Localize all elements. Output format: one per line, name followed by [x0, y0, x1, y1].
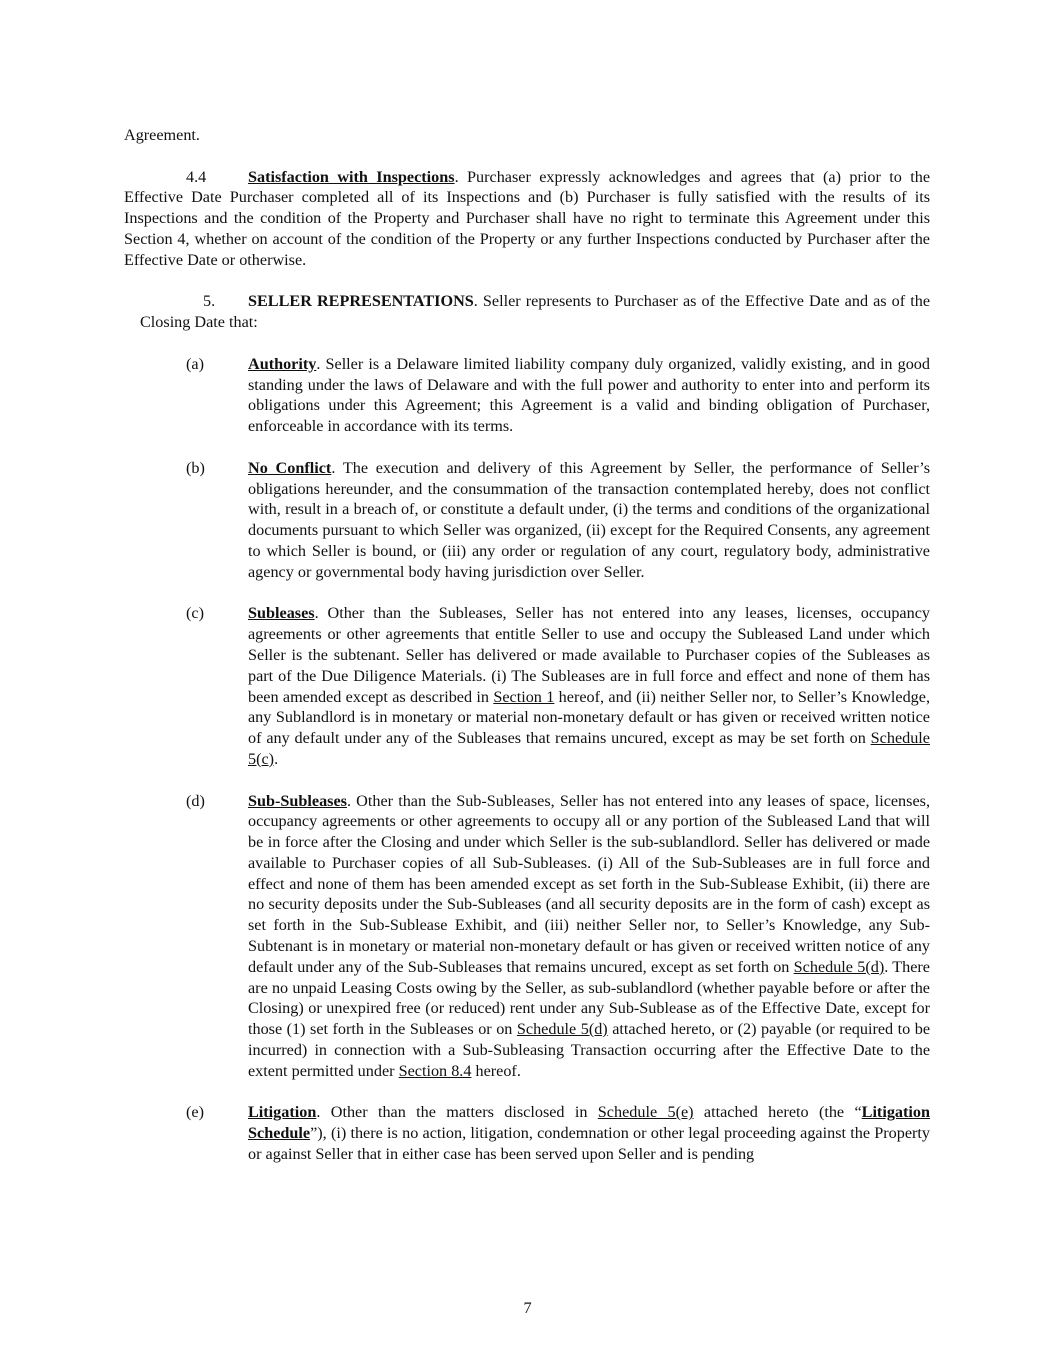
body-text: attached hereto (the “ [693, 1103, 862, 1122]
subsection-label: (c) [186, 604, 204, 623]
body-text: Agreement. [124, 126, 200, 144]
heading-text: Sub-Subleases [248, 791, 347, 810]
subsection-b [124, 458, 930, 583]
body-text: . Other than the Sub-Subleases, Seller has not entered into any leases of space, licenses, occupancy agreements or other agreements to occupy all or any portion of the Subleased Land that will be in force after the Closing and under which Seller is the sub-sublandlord. Seller has delivered or made available to Purchaser copies of all Sub-Subleases. (i) All of the Sub-Subleases are in full force and effect and none of them has been amended except as set forth in the Sub-Sublease Exhibit, (ii) there are no security deposits under the Sub-Subleases (and all security deposits are in the form of cash) except as set forth in the Sub-Sublease Exhibit, and (iii) neither Seller nor, to Seller’s Knowledge, any Sub-Subtenant is in monetary or material non-monetary default or has given or received written notice of any default under any of the Sub-Subleases that remains uncured, except as set forth on [248, 791, 930, 976]
cross-reference: Schedule 5(c) [248, 729, 930, 768]
body-text: . There are no unpaid Leasing Costs owing by the Seller, as sub-sublandlord (whether payable before or after the Closing) or unexpired free (or reduced) rent under any Sub-Sublease as of the Effective Date, except for those (1) set forth in the Subleases or on [248, 957, 930, 1039]
cross-reference: Schedule 5(d) [516, 1020, 608, 1039]
subsection-a [124, 354, 930, 437]
section-number: 5. [203, 292, 216, 311]
body-text: attached hereto, or (2) payable (or required to be incurred) in connection with a Sub-Subleasing Transaction occurring after the Effective Date to the extent permitted under [248, 1020, 930, 1080]
heading-text: Satisfaction with Inspections [248, 167, 455, 186]
cross-reference: Schedule 5(d) [793, 957, 885, 976]
subsection-d [124, 791, 930, 1082]
heading-text: SELLER REPRESENTATIONS [248, 292, 474, 311]
heading-text: Authority [248, 354, 317, 373]
section-text [140, 292, 930, 331]
subsection-text [248, 792, 930, 1080]
document-page [124, 125, 930, 1186]
heading-text: Subleases [248, 604, 315, 623]
body-text: . [274, 749, 279, 768]
subsection-text [248, 459, 930, 581]
subsection-text [248, 355, 930, 435]
cross-reference: Schedule 5(e) [597, 1103, 694, 1122]
subsection-text [248, 1103, 930, 1163]
subsection-label: (e) [186, 1103, 204, 1122]
heading-text: No Conflict [248, 458, 332, 477]
body-text: . Seller is a Delaware limited liability company duly organized, validly existing, and in good standing under the laws of Delaware and with the full power and authority to enter into and perform its obligations under this Agreement; this Agreement is a valid and binding obligation of Purchaser, enforceable in accordance with its terms. [248, 354, 930, 436]
subsection-text [248, 604, 930, 768]
subsection-e [124, 1102, 930, 1164]
section-number: 4.4 [186, 167, 207, 186]
heading-text: Litigation [248, 1103, 317, 1122]
body-text: . Other than the Subleases, Seller has not entered into any leases, licenses, occupancy agreements or other agreements that entitle Seller to use and occupy the Subleased Land under which Seller is the subtenant. Seller has delivered or made available to Purchaser copies of the Subleases as part of the Due Diligence Materials. (i) The Subleases are in full force and effect and none of them has been amended except as described in [248, 604, 930, 706]
body-text: hereof. [471, 1061, 521, 1080]
page-number: 7 [523, 1299, 532, 1317]
body-text: . Purchaser expressly acknowledges and agrees that (a) prior to the Effective Date Purchaser completed all of its Inspections and (b) Purchaser is fully satisfied with the results of its Inspections and the condition of the Property and Purchaser shall have no right to terminate this Agreement under this Section 4, whether on account of the condition of the Property or any further Inspections conducted by Purchaser after the Effective Date or otherwise. [124, 167, 930, 269]
body-text: ”), (i) there is no action, litigation, condemnation or other legal proceeding against the Property or against Seller that in either case has been served upon Seller and is pending [248, 1124, 930, 1164]
cross-reference: Section 8.4 [398, 1061, 472, 1080]
heading-text: Litigation Schedule [248, 1103, 930, 1143]
subsection-label: (a) [186, 354, 204, 373]
body-text: . Seller represents to Purchaser as of the Effective Date and as of the Closing Date that: [140, 292, 931, 332]
body-text: . Other than the matters disclosed in [316, 1103, 598, 1122]
section-5-heading [124, 291, 930, 333]
subsection-label: (d) [186, 791, 205, 810]
subsection-c [124, 603, 930, 769]
section-4-4 [124, 167, 930, 271]
body-text: . The execution and delivery of this Agreement by Seller, the performance of Seller’s obligations hereunder, and the consummation of the transaction contemplated hereby, does not conflict with, result in a breach of, or constitute a default under, (i) the terms and conditions of the organizational documents pursuant to which Seller was organized, (ii) except for the Required Consents, any agreement to which Seller is bound, or (iii) any order or regulation of any court, regulatory body, administrative agency or governmental body having jurisdiction over Seller. [248, 458, 931, 581]
continuation-paragraph [124, 125, 930, 146]
body-text: hereof, and (ii) neither Seller nor, to Seller’s Knowledge, any Sublandlord is in monetary or material non-monetary default or has given or received written notice of any default under any of the Subleases that remains uncured, except as may be set forth on [248, 687, 931, 748]
subsection-label: (b) [186, 458, 205, 477]
cross-reference: Section 1 [493, 687, 555, 706]
